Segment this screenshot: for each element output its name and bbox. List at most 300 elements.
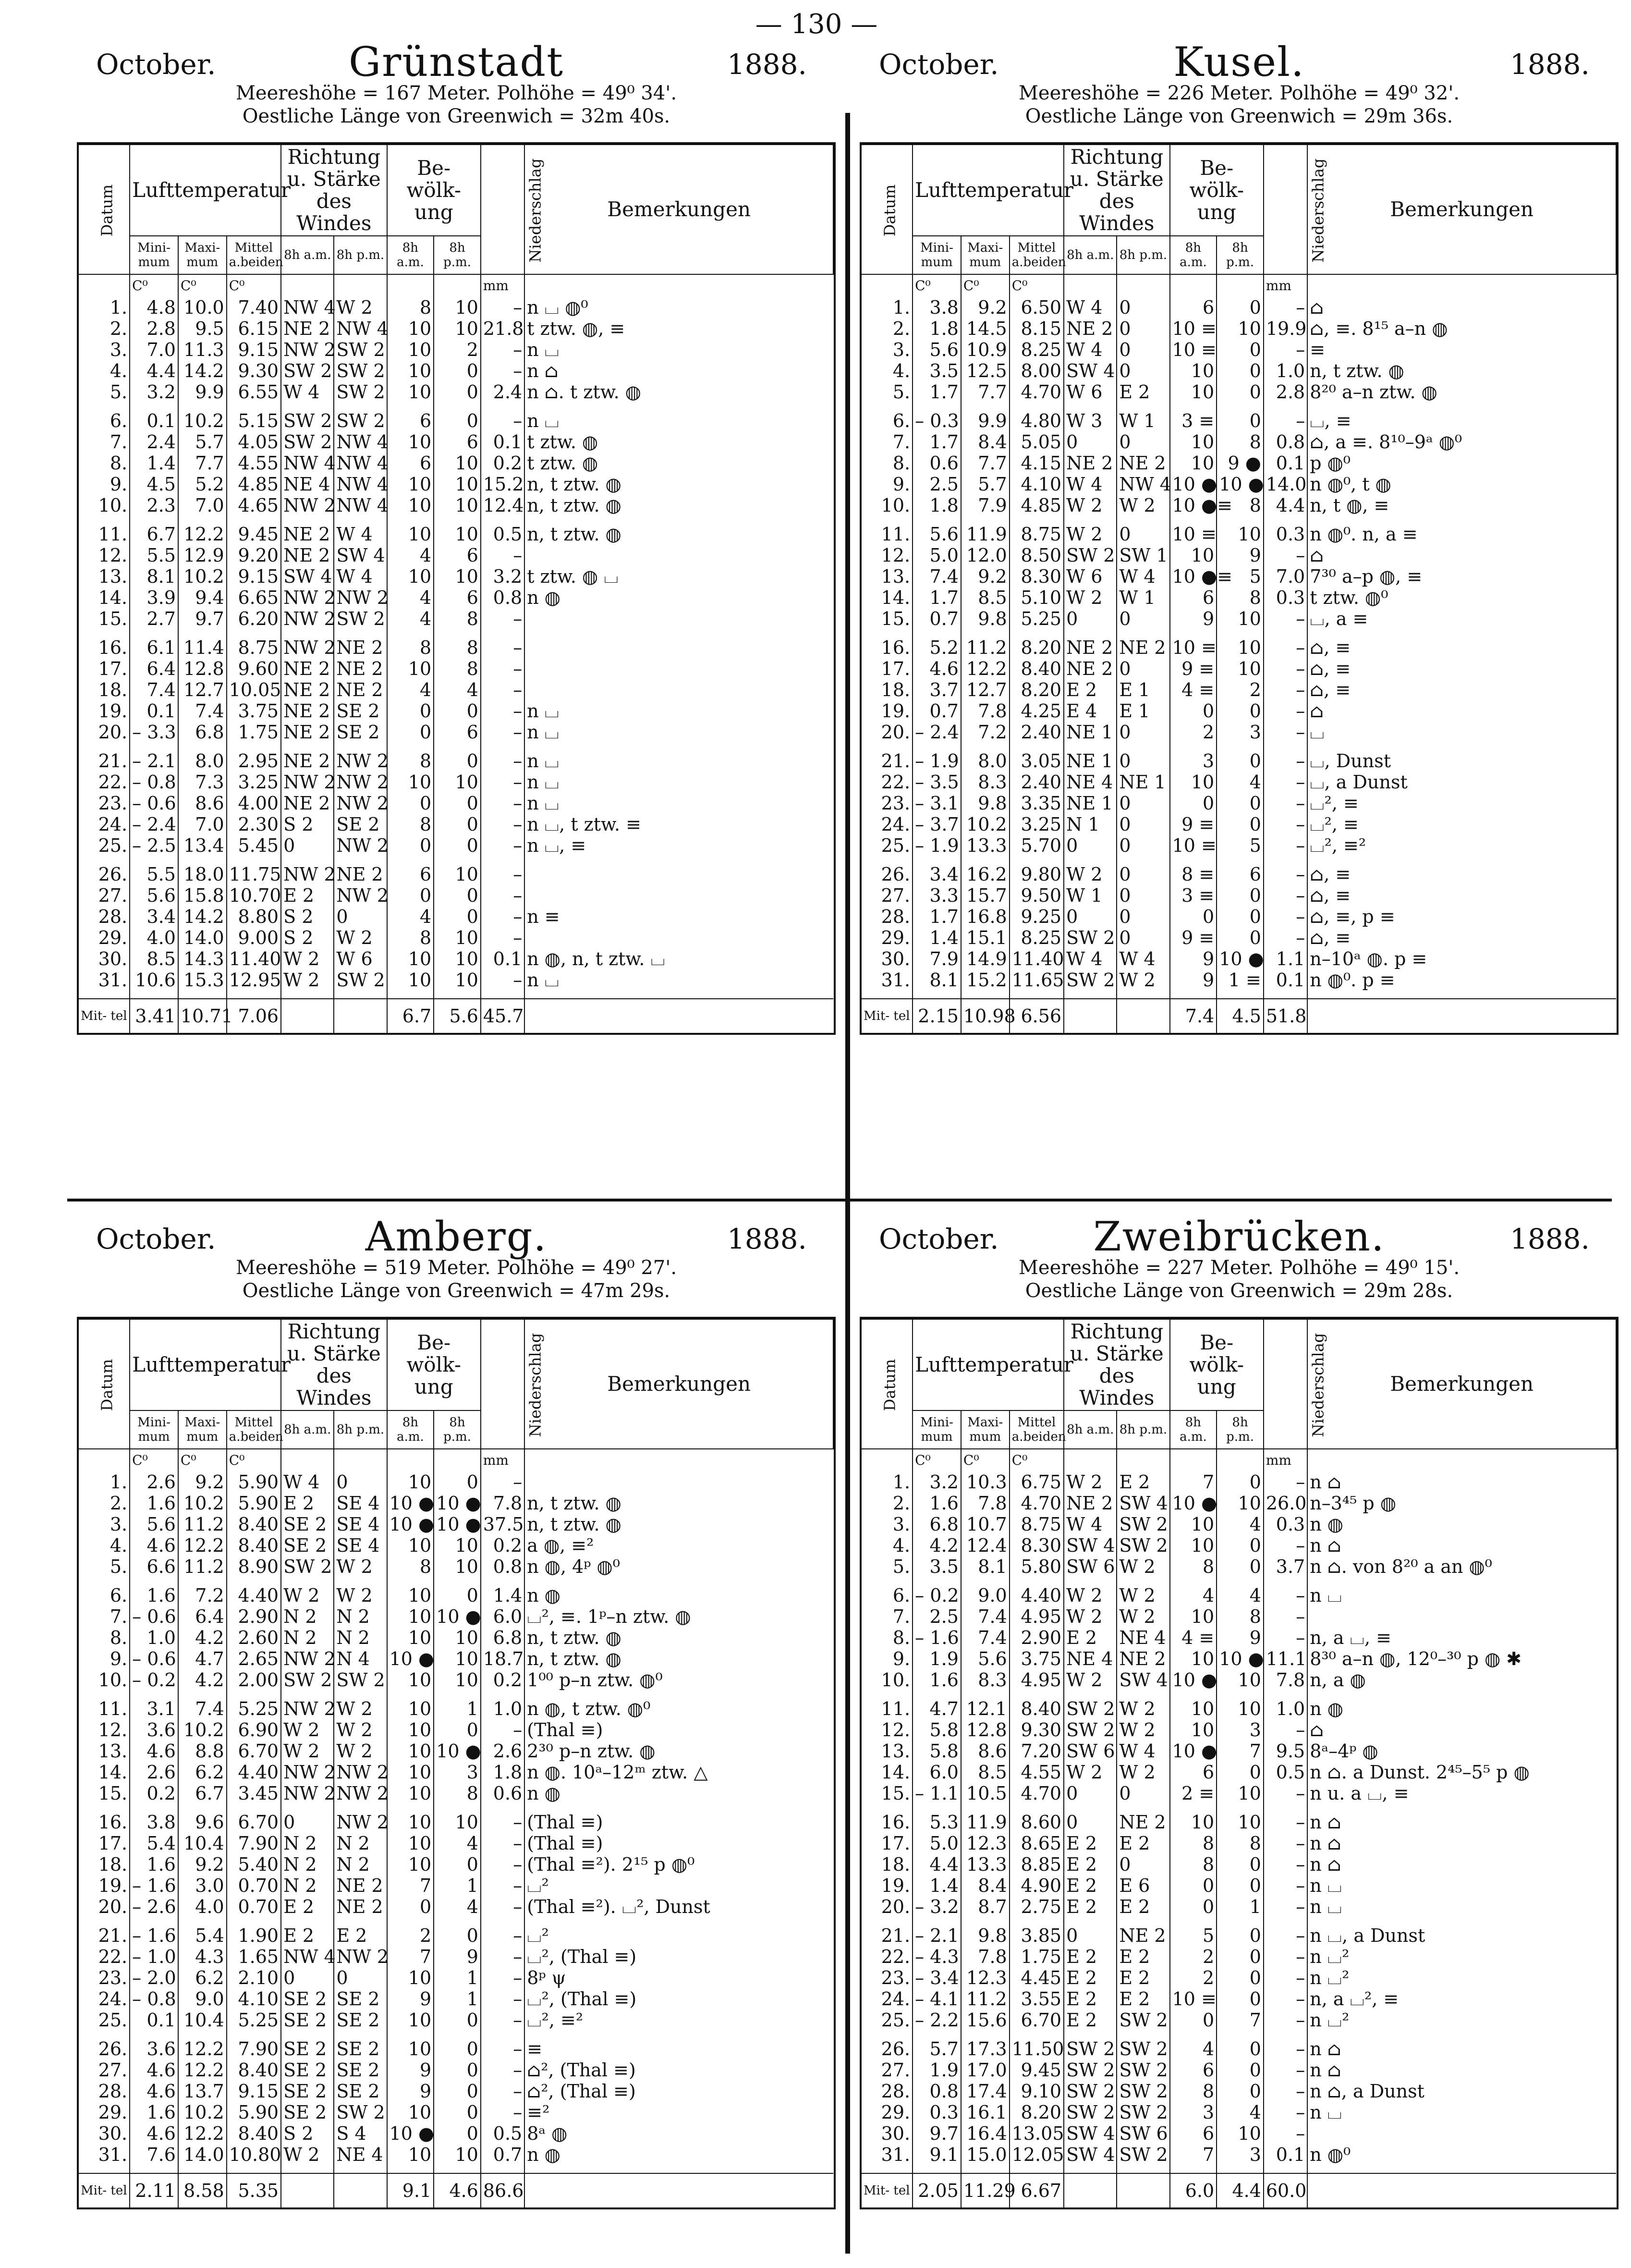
min-cell: 6.4 <box>130 658 178 679</box>
mean-cell: 5.05 <box>1010 431 1064 453</box>
remark-cell: ⌴², (Thal ≡) <box>524 1988 833 2010</box>
table-row <box>78 1812 833 1833</box>
mean-remark-cell <box>1307 999 1616 1033</box>
wind-pm-cell: 0 <box>1117 608 1169 629</box>
wind-am-cell: N 2 <box>281 1854 334 1875</box>
max-cell: 15.8 <box>178 885 227 906</box>
cloud-am-cell: 6 <box>387 410 434 431</box>
max-cell: 17.3 <box>961 2038 1010 2060</box>
gap-cell <box>1170 1804 1217 1812</box>
table-row <box>78 1627 833 1648</box>
max-cell: 10.2 <box>178 1493 227 1514</box>
remark-cell: ⌴² <box>524 1875 833 1896</box>
cloud-pm-cell: 0 <box>434 1854 481 1875</box>
mean-row <box>861 2173 1616 2207</box>
mean-max-cell: 11.29 <box>961 2173 1010 2207</box>
mean-cell: 5.40 <box>227 1854 281 1875</box>
gap-cell <box>227 2031 281 2038</box>
wind-pm-cell: 0 <box>1117 339 1169 360</box>
precip-cell: – <box>481 835 524 856</box>
min-cell: 5.6 <box>913 339 961 360</box>
gap-cell <box>178 516 227 524</box>
table-row <box>861 1627 1616 1648</box>
table-row <box>861 700 1616 722</box>
cloud-pm-cell: 10 <box>1217 524 1264 545</box>
precip-cell: 7.0 <box>1264 566 1307 587</box>
day-cell: 24. <box>861 1988 913 2010</box>
wind-pm-cell: 0 <box>334 1471 387 1493</box>
table-row <box>861 1812 1616 1833</box>
gap-cell <box>1217 2031 1264 2038</box>
cloud-am-cell: 9 <box>387 2081 434 2102</box>
precip-cell: – <box>481 2038 524 2060</box>
gap-cell <box>1170 2165 1217 2173</box>
wind-am-cell: W 2 <box>1064 864 1117 885</box>
cloud-am-cell: 6 <box>1170 2060 1217 2081</box>
remark-cell <box>1307 2123 1616 2144</box>
min-cell: 1.6 <box>130 1585 178 1606</box>
wind-pm-cell: N 2 <box>334 1627 387 1648</box>
cloud-pm-cell: 0 <box>1217 1556 1264 1577</box>
max-cell: 9.6 <box>178 1812 227 1833</box>
wind-am-cell: E 4 <box>1064 700 1117 722</box>
gap-cell <box>130 403 178 410</box>
day-cell: 14. <box>78 587 130 608</box>
table-row <box>78 835 833 856</box>
gap-cell <box>961 1691 1010 1698</box>
unit-cell <box>1170 1449 1217 1471</box>
unit-cell: C⁰ <box>913 1449 961 1471</box>
wind-am-cell: SE 2 <box>281 2060 334 2081</box>
cloud-am-cell: 10 <box>1170 431 1217 453</box>
cloud-am-cell: 8 <box>387 297 434 318</box>
wind-pm-cell: SW 2 <box>1117 1535 1169 1556</box>
day-cell: 11. <box>861 1698 913 1719</box>
day-cell: 9. <box>861 1648 913 1669</box>
header-niederschlag-label: Niederschlag <box>526 158 545 262</box>
table-row <box>78 410 833 431</box>
precip-cell: 2.8 <box>1264 381 1307 403</box>
precip-cell: – <box>481 637 524 658</box>
cloud-pm-cell: 3 <box>1217 722 1264 743</box>
remark-cell: ⌴, ≡ <box>1307 410 1616 431</box>
wind-pm-cell: 0 <box>1117 360 1169 381</box>
precip-cell: – <box>481 658 524 679</box>
day-cell: 28. <box>78 2081 130 2102</box>
table-row <box>861 637 1616 658</box>
gap-cell <box>1264 1577 1307 1585</box>
mean-wind-am-cell <box>1064 999 1117 1033</box>
remark-cell: ⌴², ≡² <box>524 2010 833 2031</box>
wind-am-cell: NE 2 <box>281 679 334 700</box>
unit-cell <box>334 1449 387 1471</box>
gap-row <box>861 1917 1616 1925</box>
day-cell: 26. <box>861 864 913 885</box>
station-panel <box>77 29 836 1206</box>
cloud-pm-cell: 8 <box>434 1783 481 1804</box>
day-cell: 29. <box>78 927 130 948</box>
remark-cell: n ⌴ <box>1307 1896 1616 1917</box>
mean-cell: 8.90 <box>227 1556 281 1577</box>
wind-pm-cell: NE 1 <box>1117 772 1169 793</box>
gap-cell <box>178 991 227 999</box>
wind-am-cell: E 2 <box>1064 1946 1117 1967</box>
gap-cell <box>78 1804 130 1812</box>
min-cell: 4.6 <box>130 1741 178 1762</box>
mean-cell: 4.85 <box>227 474 281 495</box>
mean-cell: 6.50 <box>1010 297 1064 318</box>
cloud-am-cell: 3 <box>1170 750 1217 772</box>
wind-pm-cell: SE 2 <box>334 814 387 835</box>
cloud-pm-cell: 4 <box>1217 772 1264 793</box>
wind-am-cell: N 2 <box>281 1606 334 1627</box>
precip-cell: 26.0 <box>1264 1493 1307 1514</box>
header-niederschlag-label: Niederschlag <box>1309 1333 1327 1437</box>
cloud-pm-cell: 0 <box>434 410 481 431</box>
cloud-pm-cell: 3 <box>1217 2144 1264 2165</box>
max-cell: 9.2 <box>961 297 1010 318</box>
wind-am-cell: 0 <box>281 1967 334 1988</box>
wind-am-cell: S 2 <box>281 906 334 927</box>
unit-cell <box>78 1449 130 1471</box>
day-cell: 17. <box>78 1833 130 1854</box>
day-cell: 6. <box>861 1585 913 1606</box>
gap-cell <box>434 516 481 524</box>
mean-cell: 11.75 <box>227 864 281 885</box>
precip-cell: 0.8 <box>481 1556 524 1577</box>
precip-cell: – <box>481 793 524 814</box>
mean-cell: 8.40 <box>227 1514 281 1535</box>
wind-pm-cell: W 2 <box>1117 1698 1169 1719</box>
day-cell: 2. <box>78 318 130 339</box>
cloud-am-cell: 7 <box>1170 2144 1217 2165</box>
cloud-am-cell: 10 <box>387 772 434 793</box>
day-cell: 16. <box>861 1812 913 1833</box>
gap-row <box>861 2031 1616 2038</box>
min-cell: 1.7 <box>913 381 961 403</box>
header-wind: Richtung u. Stärke des Windes <box>1064 145 1170 236</box>
cloud-am-cell: 4 ≡ <box>1170 1627 1217 1648</box>
gap-cell <box>334 2165 387 2173</box>
remark-cell: n ⌴ <box>524 750 833 772</box>
max-cell: 7.8 <box>961 1946 1010 1967</box>
wind-pm-cell: E 2 <box>1117 1471 1169 1493</box>
gap-row <box>78 516 833 524</box>
max-cell: 14.2 <box>178 360 227 381</box>
cloud-pm-cell: 10 <box>434 1556 481 1577</box>
gap-cell <box>961 2031 1010 2038</box>
header-datum-label: Datum <box>880 184 899 236</box>
min-cell: 2.4 <box>130 431 178 453</box>
cloud-pm-cell: 2 <box>1217 679 1264 700</box>
mean-cell: 4.15 <box>1010 453 1064 474</box>
wind-pm-cell: W 4 <box>1117 1741 1169 1762</box>
gap-cell <box>227 403 281 410</box>
min-cell: 4.4 <box>130 360 178 381</box>
remark-cell: n ⌂ <box>1307 1812 1616 1833</box>
min-cell: 0.1 <box>130 410 178 431</box>
cloud-am-cell: 6 <box>387 864 434 885</box>
wind-pm-cell: W 2 <box>1117 969 1169 991</box>
gap-cell <box>1264 629 1307 637</box>
gap-cell <box>481 1804 524 1812</box>
mean-cell: 9.45 <box>227 524 281 545</box>
remark-cell: n ⌴ <box>524 969 833 991</box>
mean-min-cell: 2.05 <box>913 2173 961 2207</box>
cloud-pm-cell: 10 <box>434 2144 481 2165</box>
gap-cell <box>130 1917 178 1925</box>
gap-cell <box>1010 743 1064 750</box>
min-cell: – 1.0 <box>130 1946 178 1967</box>
header-bemerkungen: Bemerkungen <box>1307 1319 1616 1449</box>
cloud-pm-cell: 10 <box>434 318 481 339</box>
header-bewoelkung: Be- wölk- ung <box>1170 1319 1264 1410</box>
gap-cell <box>481 2031 524 2038</box>
wind-pm-cell: W 2 <box>334 1741 387 1762</box>
max-cell: 10.0 <box>178 297 227 318</box>
gap-cell <box>861 856 913 864</box>
remark-cell <box>524 679 833 700</box>
wind-am-cell: SW 2 <box>281 410 334 431</box>
min-cell: 0.7 <box>913 700 961 722</box>
wind-am-cell: W 2 <box>1064 524 1117 545</box>
header-niederschlag-label: Niederschlag <box>1309 158 1327 262</box>
precip-cell: – <box>1264 722 1307 743</box>
min-cell: 6.1 <box>130 637 178 658</box>
mean-cell: 8.75 <box>227 637 281 658</box>
mean-cell: 1.90 <box>227 1925 281 1946</box>
max-cell: 10.2 <box>178 566 227 587</box>
cloud-pm-cell: 10 <box>434 772 481 793</box>
header-wind-am: 8h a.m. <box>1064 236 1117 274</box>
cloud-am-cell: 8 ≡ <box>1170 864 1217 885</box>
precip-cell: 0.2 <box>481 1535 524 1556</box>
gap-cell <box>130 629 178 637</box>
mean-cloud-pm-cell: 4.6 <box>434 2173 481 2207</box>
header-maximum: Maxi- mum <box>961 236 1010 274</box>
header-niederschlag <box>1264 1319 1327 1449</box>
day-cell: 19. <box>861 700 913 722</box>
wind-am-cell: NE 2 <box>281 750 334 772</box>
wind-pm-cell: SE 4 <box>334 1514 387 1535</box>
max-cell: 13.3 <box>961 1854 1010 1875</box>
table-row <box>78 772 833 793</box>
cloud-pm-cell: 4 <box>434 679 481 700</box>
table-row <box>78 1833 833 1854</box>
gap-cell <box>913 743 961 750</box>
max-cell: 6.2 <box>178 1762 227 1783</box>
max-cell: 16.2 <box>961 864 1010 885</box>
wind-pm-cell: SW 6 <box>1117 2123 1169 2144</box>
wind-pm-cell: W 4 <box>1117 566 1169 587</box>
day-cell: 15. <box>78 1783 130 1804</box>
cloud-am-cell: 9 <box>387 2060 434 2081</box>
gap-cell <box>334 629 387 637</box>
mean-cell: 3.25 <box>227 772 281 793</box>
wind-pm-cell: W 1 <box>1117 410 1169 431</box>
unit-cell <box>861 274 913 297</box>
unit-cell: C⁰ <box>1010 274 1064 297</box>
remark-cell: ⌴², ≡ <box>1307 793 1616 814</box>
gap-cell <box>281 629 334 637</box>
gap-cell <box>1117 856 1169 864</box>
table-head <box>78 1319 833 1449</box>
header-niederschlag <box>1264 145 1327 274</box>
gap-cell <box>1064 2031 1117 2038</box>
wind-am-cell: SW 2 <box>1064 545 1117 566</box>
max-cell: 17.0 <box>961 2060 1010 2081</box>
cloud-am-cell: 9 ≡ <box>1170 658 1217 679</box>
cloud-pm-cell: 3 <box>1217 1719 1264 1741</box>
max-cell: 7.7 <box>961 381 1010 403</box>
day-cell: 8. <box>861 1627 913 1648</box>
remark-cell <box>524 885 833 906</box>
mean-cell: 4.65 <box>227 495 281 516</box>
table-row <box>78 339 833 360</box>
gap-row <box>861 856 1616 864</box>
max-cell: 10.3 <box>961 1471 1010 1493</box>
gap-cell <box>281 743 334 750</box>
table-row <box>861 431 1616 453</box>
gap-cell <box>861 991 913 999</box>
mean-cell: 4.40 <box>1010 1585 1064 1606</box>
wind-am-cell: NE 2 <box>1064 637 1117 658</box>
table-row <box>78 587 833 608</box>
gap-cell <box>387 991 434 999</box>
cloud-pm-cell: 10 <box>434 927 481 948</box>
unit-cell: C⁰ <box>961 1449 1010 1471</box>
cloud-pm-cell: 2 <box>434 339 481 360</box>
gap-cell <box>1217 1917 1264 1925</box>
remark-cell: n, t ztw. ◍ <box>524 495 833 516</box>
precip-cell: 14.0 <box>1264 474 1307 495</box>
min-cell: 10.6 <box>130 969 178 991</box>
mean-cell: 4.90 <box>1010 1875 1064 1896</box>
max-cell: 7.4 <box>178 1698 227 1719</box>
max-cell: 7.4 <box>961 1606 1010 1627</box>
cloud-am-cell: 3 <box>1170 2102 1217 2123</box>
day-cell: 19. <box>861 1875 913 1896</box>
mean-cell: 8.85 <box>1010 1854 1064 1875</box>
gap-cell <box>227 2165 281 2173</box>
wind-am-cell: SE 2 <box>281 2081 334 2102</box>
wind-pm-cell: W 2 <box>334 1556 387 1577</box>
gap-cell <box>861 629 913 637</box>
table-row <box>861 885 1616 906</box>
wind-am-cell: W 2 <box>1064 1585 1117 1606</box>
mean-cell: 0.70 <box>227 1875 281 1896</box>
max-cell: 3.0 <box>178 1875 227 1896</box>
gap-cell <box>434 629 481 637</box>
mean-cell: 4.70 <box>1010 1493 1064 1514</box>
gap-cell <box>387 1917 434 1925</box>
gap-cell <box>434 856 481 864</box>
wind-pm-cell: W 2 <box>334 297 387 318</box>
day-cell: 10. <box>78 495 130 516</box>
precip-cell: – <box>1264 410 1307 431</box>
day-cell: 23. <box>78 793 130 814</box>
mean-cell: 9.15 <box>227 339 281 360</box>
wind-am-cell: N 2 <box>281 1833 334 1854</box>
table-row <box>861 1783 1616 1804</box>
cloud-pm-cell: 7 <box>1217 1741 1264 1762</box>
wind-pm-cell: 0 <box>1117 885 1169 906</box>
precip-cell: 1.1 <box>1264 948 1307 969</box>
min-cell: 8.5 <box>130 948 178 969</box>
precip-cell: – <box>1264 1471 1307 1493</box>
precip-cell: 3.7 <box>1264 1556 1307 1577</box>
gap-cell <box>524 516 833 524</box>
header-row <box>861 1319 1616 1410</box>
remark-cell: n ◍ <box>524 1585 833 1606</box>
gap-cell <box>1264 2165 1307 2173</box>
mean-cell: 3.55 <box>1010 1988 1064 2010</box>
day-cell: 1. <box>861 1471 913 1493</box>
mean-cell: 8.20 <box>1010 2102 1064 2123</box>
wind-pm-cell: W 2 <box>334 1585 387 1606</box>
cloud-am-cell: 9 ≡ <box>1170 814 1217 835</box>
mean-cell: 9.30 <box>1010 1719 1064 1741</box>
mean-cell: 11.50 <box>1010 2038 1064 2060</box>
wind-am-cell: W 4 <box>1064 297 1117 318</box>
table-row <box>861 566 1616 587</box>
remark-cell: (Thal ≡) <box>524 1833 833 1854</box>
precip-cell: – <box>481 410 524 431</box>
gap-cell <box>1217 516 1264 524</box>
cloud-am-cell: 6 <box>387 453 434 474</box>
cloud-pm-cell: 0 <box>1217 1988 1264 2010</box>
gap-cell <box>524 2031 833 2038</box>
gap-cell <box>281 2031 334 2038</box>
min-cell: – 0.8 <box>130 1988 178 2010</box>
table-body <box>78 274 833 1033</box>
wind-am-cell: S 2 <box>281 814 334 835</box>
gap-cell <box>1170 403 1217 410</box>
min-cell: 7.4 <box>913 566 961 587</box>
mean-cell: 8.25 <box>1010 927 1064 948</box>
gap-cell <box>178 403 227 410</box>
header-bewoelkung: Be- wölk- ung <box>387 1319 481 1410</box>
gap-cell <box>1064 2165 1117 2173</box>
gap-row <box>78 1691 833 1698</box>
table-row <box>78 545 833 566</box>
max-cell: 8.0 <box>178 750 227 772</box>
wind-pm-cell: SW 2 <box>334 360 387 381</box>
mean-cell: 2.75 <box>1010 1896 1064 1917</box>
cloud-am-cell: 4 <box>1170 2038 1217 2060</box>
wind-pm-cell: 0 <box>1117 906 1169 927</box>
max-cell: 8.8 <box>178 1741 227 1762</box>
day-cell: 7. <box>78 431 130 453</box>
cloud-am-cell: 10 <box>387 318 434 339</box>
gap-cell <box>1307 403 1616 410</box>
min-cell: 4.8 <box>130 297 178 318</box>
wind-am-cell: S 2 <box>281 2123 334 2144</box>
max-cell: 8.6 <box>961 1741 1010 1762</box>
min-cell: 4.4 <box>913 1854 961 1875</box>
cloud-pm-cell: 0 <box>1217 1875 1264 1896</box>
remark-cell: t ztw. ◍, ≡ <box>524 318 833 339</box>
table-head <box>861 145 1616 274</box>
wind-pm-cell: N 2 <box>334 1833 387 1854</box>
min-cell: 5.7 <box>913 2038 961 2060</box>
gap-cell <box>1010 2031 1064 2038</box>
max-cell: 9.5 <box>178 318 227 339</box>
remark-cell <box>524 927 833 948</box>
max-cell: 15.1 <box>961 927 1010 948</box>
remark-cell: ⌂, ≡ <box>1307 658 1616 679</box>
header-niederschlag <box>481 1319 545 1449</box>
